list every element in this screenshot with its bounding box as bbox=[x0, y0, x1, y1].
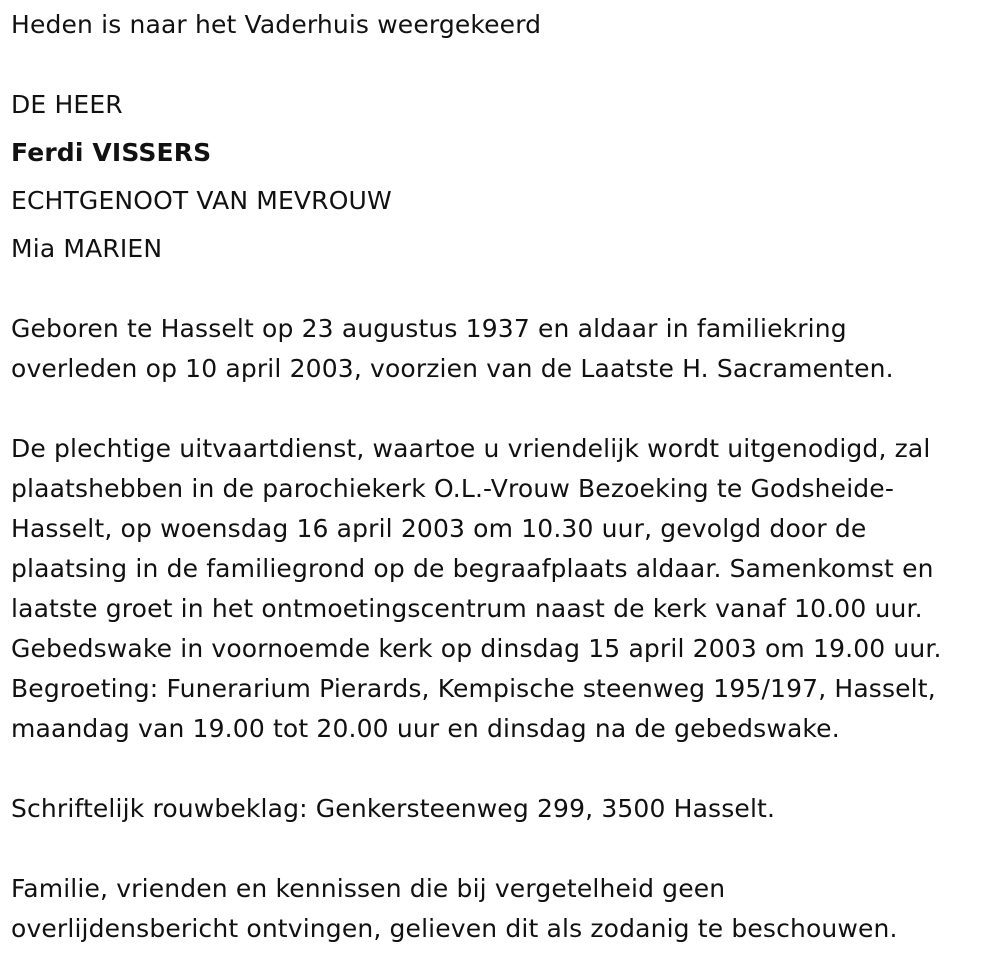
title-prefix: DE HEER bbox=[11, 90, 123, 119]
service-line-5: laatste groet in het ontmoetingscentrum naast de kerk vanaf 10.00 uur. bbox=[11, 594, 923, 623]
service-line-2: plaatshebben in de parochiekerk O.L.-Vrouw Bezoeking te Godsheide- bbox=[11, 474, 895, 503]
birth-line-1: Geboren te Hasselt op 23 augustus 1937 en aldaar in familiekring bbox=[11, 314, 847, 343]
condolence-line: Schriftelijk rouwbeklag: Genkersteenweg 299, 3500 Hasselt. bbox=[11, 794, 776, 823]
birth-line-2: overleden op 10 april 2003, voorzien van de Laatste H. Sacramenten. bbox=[11, 354, 894, 383]
closing-line-2: overlijdensbericht ontvingen, gelieven dit als zodanig te beschouwen. bbox=[11, 914, 898, 943]
service-line-6: Gebedswake in voornoemde kerk op dinsdag 15 april 2003 om 19.00 uur. bbox=[11, 634, 942, 663]
service-line-7: Begroeting: Funerarium Pierards, Kempische steenweg 195/197, Hasselt, bbox=[11, 674, 936, 703]
service-line-4: plaatsing in de familiegrond op de begraafplaats aldaar. Samenkomst en bbox=[11, 554, 934, 583]
relation-line: ECHTGENOOT VAN MEVROUW bbox=[11, 186, 392, 215]
service-line-8: maandag van 19.00 tot 20.00 uur en dinsdag na de gebedswake. bbox=[11, 714, 840, 743]
closing-line-1: Familie, vrienden en kennissen die bij vergetelheid geen bbox=[11, 874, 726, 903]
service-line-3: Hasselt, op woensdag 16 april 2003 om 10.30 uur, gevolgd door de bbox=[11, 514, 867, 543]
service-line-1: De plechtige uitvaartdienst, waartoe u vriendelijk wordt uitgenodigd, zal bbox=[11, 434, 931, 463]
spouse-name: Mia MARIEN bbox=[11, 234, 163, 263]
deceased-name: Ferdi VISSERS bbox=[11, 138, 212, 167]
intro-line: Heden is naar het Vaderhuis weergekeerd bbox=[11, 10, 542, 39]
